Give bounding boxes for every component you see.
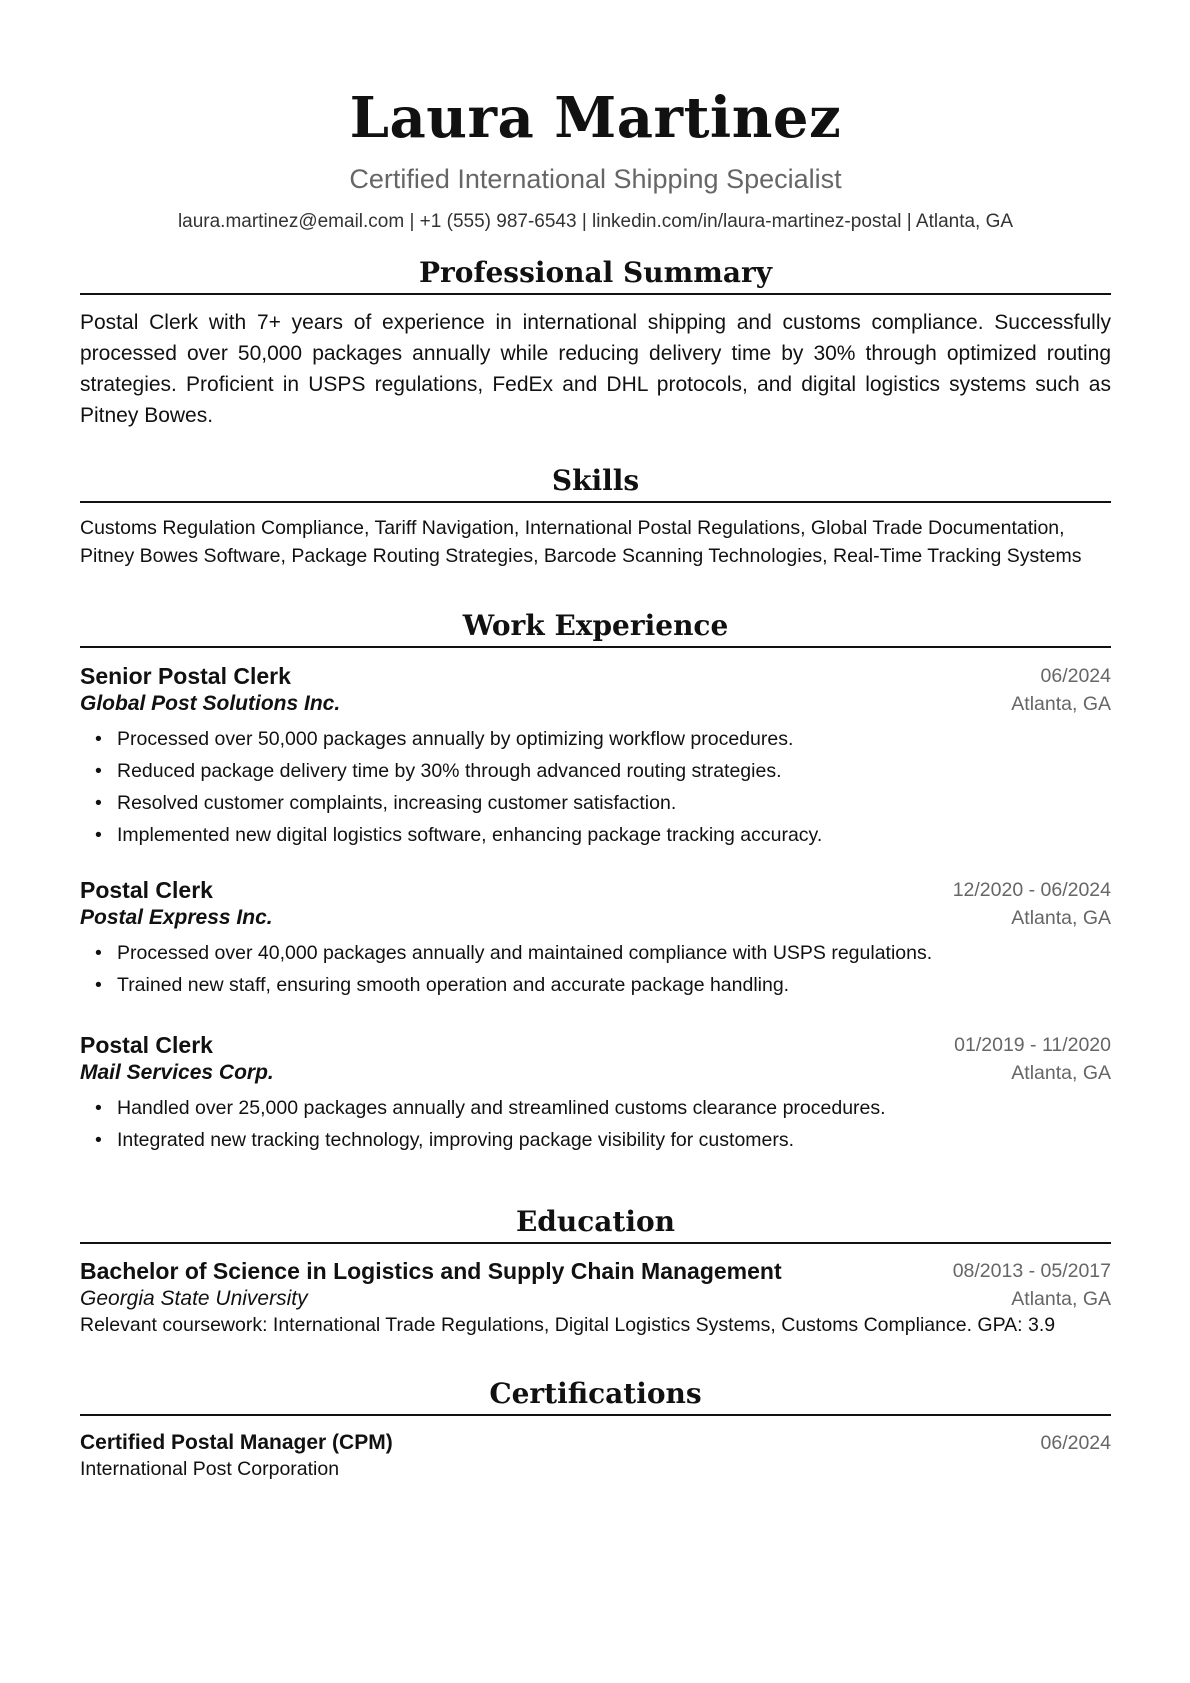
job-location: Atlanta, GA [1011,693,1111,715]
list-item: • Handled over 25,000 packages annually and streamlined customs clearance procedures. [80,1092,1111,1124]
job-company: Mail Services Corp. [80,1061,274,1084]
job-company: Postal Express Inc. [80,906,273,929]
list-item: • Resolved customer complaints, increasing customer satisfaction. [80,787,1111,819]
job-date: 12/2020 - 06/2024 [952,879,1111,901]
degree-title: Bachelor of Science in Logistics and Supply Chain Management [80,1258,782,1284]
education-header [80,1257,1111,1287]
list-item: • Reduced package delivery time by 30% through advanced routing strategies. [80,755,1111,787]
section-divider [80,293,1111,295]
section-heading-certifications: Certifications [489,1377,702,1410]
candidate-name: Laura Martinez [349,85,842,151]
list-item: • Trained new staff, ensuring smooth operation and accurate package handling. [80,969,1111,1001]
education-date: 08/2013 - 05/2017 [952,1260,1111,1282]
summary-text: Postal Clerk with 7+ years of experience in international shipping and customs compliance. Successfully processed over 50,000 packages annually while reducing delivery time by 30% through optimized routing strategies. Proficient in USPS regulations, FedEx and DHL protocols, and digital logistics systems such as Pitney Bowes. [80,311,1111,427]
section-divider [80,1242,1111,1244]
job-title: Senior Postal Clerk [80,663,291,689]
job-bullets [80,1092,1111,1156]
job-title: Postal Clerk [80,1032,213,1058]
job-header [80,1031,1111,1061]
education-location: Atlanta, GA [1011,1288,1111,1310]
education-details: Relevant coursework: International Trade Regulations, Digital Logistics Systems, Customs Compliance. GPA: 3.9 [80,1314,1056,1336]
skills-text: Customs Regulation Compliance, Tariff Navigation, International Postal Regulations, Global Trade Documentation, Pitney Bowes Software, Package Routing Strategies, Barcode Scanning Technologies, Real-Time Tracking Systems [80,517,1082,567]
job-header [80,876,1111,906]
job-header [80,662,1111,692]
job-date: 06/2024 [1040,665,1111,687]
job-company-row [80,904,1111,934]
job-company: Global Post Solutions Inc. [80,692,341,715]
job-date: 01/2019 - 11/2020 [954,1034,1111,1056]
job-bullets [80,937,1111,1001]
section-heading-skills: Skills [551,464,640,497]
school-name: Georgia State University [80,1287,308,1310]
job-company-row [80,690,1111,720]
job-location: Atlanta, GA [1011,1062,1111,1084]
list-item: • Integrated new tracking technology, improving package visibility for customers. [80,1124,1111,1156]
candidate-title: Certified International Shipping Specialist [349,164,842,194]
section-heading-experience: Work Experience [462,609,729,642]
section-divider [80,1414,1111,1416]
job-bullets [80,723,1111,851]
section-divider [80,501,1111,503]
job-title: Postal Clerk [80,877,213,903]
list-item: • Implemented new digital logistics software, enhancing package tracking accuracy. [80,819,1111,851]
section-divider [80,646,1111,648]
list-item: • Processed over 50,000 packages annually by optimizing workflow procedures. [80,723,1111,755]
job-location: Atlanta, GA [1011,907,1111,929]
section-heading-education: Education [515,1205,676,1238]
contact-line: laura.martinez@email.com | +1 (555) 987-6543 | linkedin.com/in/laura-martinez-postal | Atlanta, GA [177,211,1014,232]
list-item: • Processed over 40,000 packages annually and maintained compliance with USPS regulations. [80,937,1111,969]
certification-name: Certified Postal Manager (CPM) [80,1431,393,1454]
certification-issuer: International Post Corporation [80,1458,340,1480]
certification-date: 06/2024 [1040,1432,1111,1454]
job-company-row [80,1059,1111,1089]
section-heading-summary: Professional Summary [418,256,773,289]
